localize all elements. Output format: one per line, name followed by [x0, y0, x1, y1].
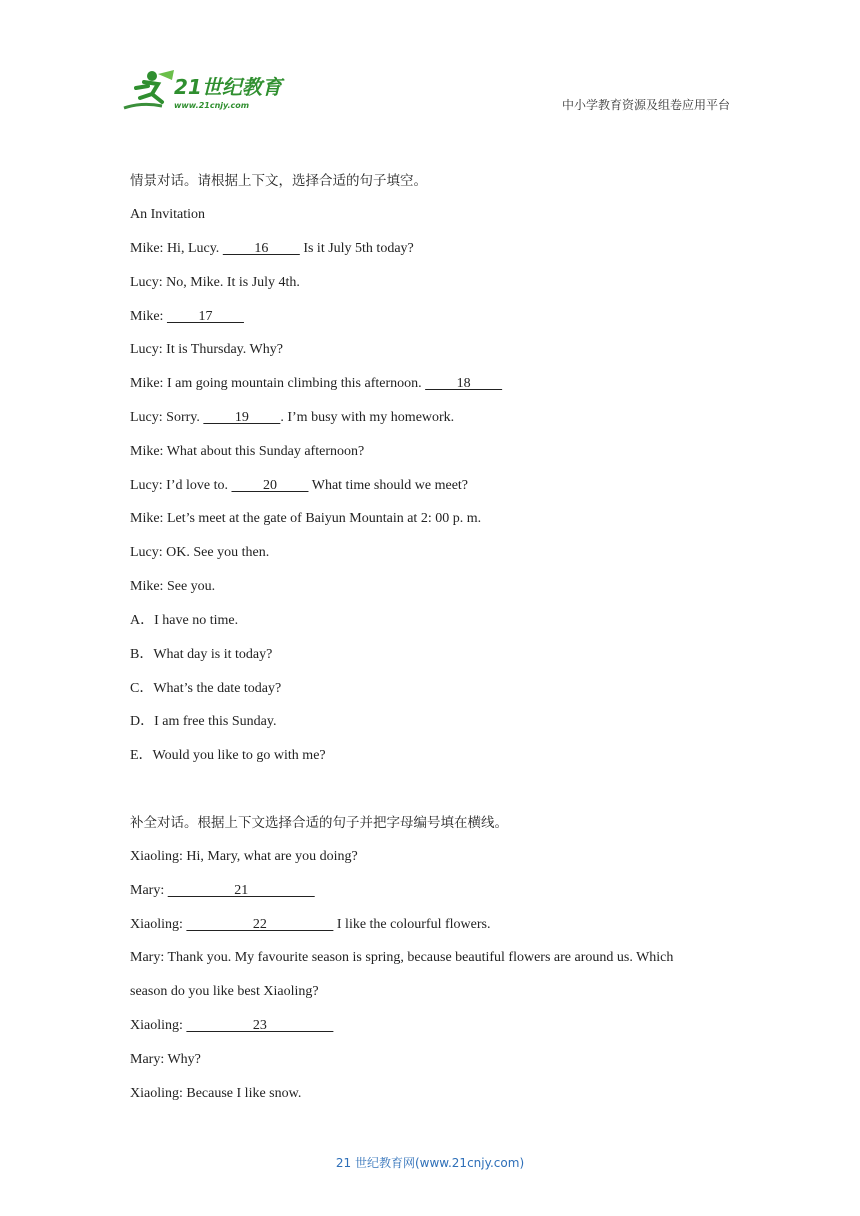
dialogue-line: [130, 443, 364, 461]
dialogue-title: An Invitation: [130, 207, 206, 222]
dialogue-line: [130, 983, 319, 1001]
line-text: Lucy: OK. See you then.: [130, 545, 270, 561]
line-text: Mike: What about this Sunday afternoon?: [130, 443, 365, 459]
runner-logo-icon: [122, 68, 292, 114]
line-text-after: What time should we meet?: [308, 477, 469, 493]
option-item: B．What day is it today?: [130, 646, 273, 662]
dialogue-line: [130, 544, 269, 562]
option-item: A．I have no time.: [130, 613, 239, 628]
dialogue-line: [130, 240, 414, 258]
dialogue-line: [130, 375, 502, 393]
line-text: Mike: Hi, Lucy.: [130, 241, 223, 256]
answer-blank[interactable]: 19: [203, 410, 281, 425]
dialogue-line: [130, 1051, 201, 1069]
platform-name: 中小学教育资源及组卷应用平台: [561, 98, 730, 112]
answer-blank[interactable]: 16: [222, 241, 300, 256]
line-text: Mike:: [130, 308, 167, 324]
dialogue-line: [130, 477, 468, 495]
section1-instruction: 情景对话。请根据上下文，选择合适的句子填空。: [130, 173, 427, 189]
logo: [122, 68, 292, 114]
line-text: Xiaoling:: [130, 1018, 187, 1033]
line-text: Mary: Why?: [130, 1051, 201, 1067]
line-text-after: I like the colourful flowers.: [333, 916, 491, 932]
dialogue-line: [130, 882, 315, 900]
option-item: E．Would you like to go with me?: [130, 748, 326, 764]
line-text-after: Is it July 5th today?: [299, 241, 414, 256]
dialogue-line: [130, 341, 283, 359]
dialogue-line: [130, 916, 490, 934]
line-text: Xiaoling:: [130, 916, 187, 932]
answer-blank[interactable]: 23: [186, 1018, 334, 1033]
line-text: Lucy: It is Thursday. Why?: [130, 342, 283, 358]
line-text: Mike: See you.: [130, 579, 216, 594]
line-text: Lucy: Sorry.: [130, 410, 204, 425]
line-text: Mike: I am going mountain climbing this afternoon.: [130, 376, 426, 392]
dialogue-line: [130, 1017, 333, 1035]
dialogue-line: [130, 510, 481, 528]
section2-instruction: 补全对话。根据上下文选择合适的句子并把字母编号填在横线。: [130, 815, 508, 831]
page-header: [0, 0, 860, 130]
line-text: Mike: Let’s meet at the gate of Baiyun Mountain at 2: 00 p. m.: [130, 511, 482, 527]
line-text: Xiaoling: Because I like snow.: [130, 1085, 302, 1101]
logo-url: www.21cnjy.com: [174, 101, 250, 110]
line-text: Mary: Thank you. My favourite season is spring, because beautiful flowers are around us. Which: [130, 950, 674, 966]
line-text: Xiaoling: Hi, Mary, what are you doing?: [130, 849, 358, 864]
dialogue-line: [130, 949, 673, 967]
answer-blank[interactable]: 17: [166, 308, 244, 324]
line-text: season do you like best Xiaoling?: [130, 984, 319, 1000]
answer-blank[interactable]: 20: [231, 477, 309, 493]
line-text: Lucy: No, Mike. It is July 4th.: [130, 274, 300, 290]
dialogue-line: [130, 274, 300, 292]
dialogue-line: [130, 848, 358, 866]
dialogue-line: [130, 409, 454, 427]
logo-text: 21世纪教育: [174, 75, 282, 99]
answer-blank[interactable]: 21: [167, 882, 315, 898]
line-text: Mary:: [130, 882, 168, 898]
option-item: D．I am free this Sunday.: [130, 714, 277, 730]
dialogue-line: [130, 308, 244, 326]
footer-source: 21 世纪教育网(www.21cnjy.com): [335, 1156, 525, 1170]
line-text: Lucy: I’d love to.: [130, 477, 232, 493]
line-text-after: . I’m busy with my homework.: [280, 410, 455, 425]
answer-blank[interactable]: 22: [186, 916, 334, 932]
option-item: C．What’s the date today?: [130, 680, 282, 696]
dialogue-line: [130, 578, 215, 596]
answer-blank[interactable]: 18: [425, 376, 503, 392]
dialogue-line: [130, 1085, 301, 1103]
